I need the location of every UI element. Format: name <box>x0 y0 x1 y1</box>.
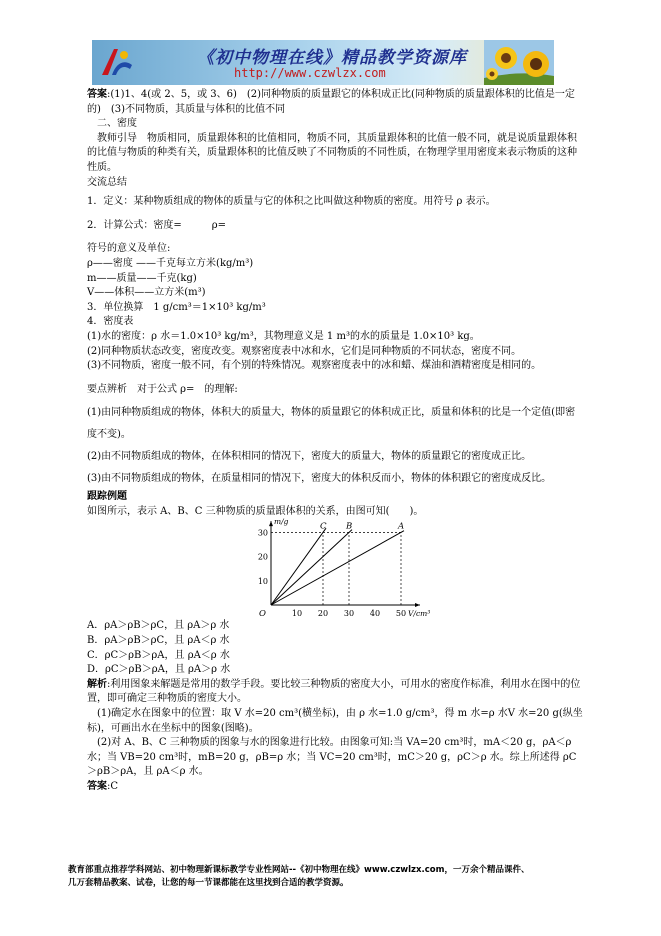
symbol-m: m——质量——千克(kg) <box>87 272 197 284</box>
unit-conversion: 3．单位换算 1 g/cm³＝1×10³ kg/m³ <box>87 301 266 313</box>
x-tick-label: 50 <box>395 609 407 619</box>
series-line-B <box>271 530 352 605</box>
option-c: C．ρC＞ρB＞ρA，且 ρA＜ρ 水 <box>87 649 230 661</box>
site-logo-icon <box>100 45 134 79</box>
analysis-label: 解析 <box>87 678 107 690</box>
state-change: (2)同种物质状态改变，密度改变。观察密度表中冰和水，它们是同种物质的不同状态，密度不同。 <box>87 345 522 357</box>
origin-label: O <box>259 609 266 620</box>
option-a: A．ρA＞ρB＞ρC，且 ρA＞ρ 水 <box>87 620 230 632</box>
different-substances: (3)不同物质，密度一般不同，有个别的特殊情况。观察密度表中的冰和蜡、煤油和酒精密度是相同的。 <box>87 360 542 372</box>
symbol-v: V——体积——立方米(m³) <box>87 287 206 299</box>
formula-line: 2．计算公式：密度= ρ= <box>87 219 226 231</box>
x-tick-label: 40 <box>369 609 381 619</box>
water-density: (1)水的密度：ρ 水＝1.0×10³ kg/m³，其物理意义是 1 m³的水的质量是 1.0×10³ kg。 <box>87 330 480 342</box>
series-line-C <box>271 529 326 606</box>
key-point-2: (2)由不同物质组成的物体，在体积相同的情况下，密度大的质量大，物体的质量跟它的密度成正比。 <box>87 451 532 463</box>
answer-text: :(1)1、4(或 2、5，或 3、6) (2)同种物质的质量跟它的体积成正比(同种物质的质量跟体积的比值是一定的) (3)不同物质，其质量与体积的比值不同 <box>87 89 575 115</box>
footer <box>68 864 608 890</box>
footer-line-2: 几万套精品教案、试卷，让您的每一节课都能在这里找到合适的教学资源。 <box>68 878 349 888</box>
x-tick-label: 10 <box>291 609 303 619</box>
series-label-C: C <box>320 521 327 532</box>
footer-line-1: 教育部重点推荐学科网站、初中物理新课标教学专业性网站--《初中物理在线》www.czwlzx.com，一万余个精品课件、 <box>68 865 530 875</box>
option-d: D．ρC＞ρB＞ρA，且 ρA＞ρ 水 <box>87 664 231 676</box>
density-table-heading: 4．密度表 <box>87 316 134 328</box>
mass-volume-chart <box>253 517 431 620</box>
x-tick-label: 20 <box>317 609 329 619</box>
key-points-heading: 要点辨析 对于公式 ρ= 的理解: <box>87 383 238 395</box>
example-heading: 跟踪例题 <box>87 491 127 503</box>
site-url-link[interactable]: http://www.czwlzx.com <box>234 66 386 80</box>
definition: 1．定义：某种物质组成的物体的质量与它的体积之比叫做这种物质的密度。用符号 ρ 表示。 <box>87 196 496 208</box>
series-label-B: B <box>346 521 353 532</box>
symbol-rho: ρ——密度 ——千克每立方米(kg/m³) <box>87 257 254 269</box>
sunflower-image <box>484 40 554 85</box>
answer-label: 答案 <box>87 781 107 792</box>
final-answer <box>87 780 583 795</box>
x-axis-label: V/cm³ <box>408 609 431 619</box>
answer-label: 答案 <box>87 89 107 100</box>
header-banner <box>92 40 554 85</box>
figure <box>87 519 583 619</box>
y-tick-label: 20 <box>257 553 268 563</box>
symbols-heading: 符号的意义及单位: <box>87 243 171 255</box>
answer-text: :C <box>107 781 119 792</box>
teacher-paragraph: 教师引导 物质相同，质量跟体积的比值相同，物质不同，其质量跟体积的比值一般不同，就是说质量跟体积的比值与物质的种类有关，质量跟体积的比值反映了不同物质的不同性质，在物理学里用密度来表示物质的这种性质。 <box>87 132 577 173</box>
x-tick-label: 30 <box>343 609 355 619</box>
y-tick-label: 10 <box>257 577 268 587</box>
option-b: B．ρA＞ρB＞ρC，且 ρA＜ρ 水 <box>87 635 230 647</box>
analysis-step-2: (2)对 A、B、C 三种物质的图象与水的图象进行比较。由图象可知:当 VA=20 cm³时，mA＜20 g，ρA＜ρ 水；当 VB=20 cm³时，mB=20 g，ρB=ρ 水；当 VC=20 cm³时，mC＞20 g，ρC＞ρ 水。综上所述得 ρC＞ρB＞ρA，且 ρA＜ρ 水。 <box>87 737 577 778</box>
y-axis-label: m/g <box>274 517 289 527</box>
document-body <box>87 88 583 795</box>
example-question: 如图所示，表示 A、B、C 三种物质的质量跟体积的关系，由图可知( )。 <box>87 505 424 517</box>
site-title: 《初中物理在线》精品教学资源库 <box>197 48 467 68</box>
series-line-A <box>271 531 404 605</box>
prev-answer <box>87 88 583 117</box>
key-point-1: (1)由同种物质组成的物体，体积大的质量大，物体的质量跟它的体积成正比，质量和体积的比是一个定值(即密度不变)。 <box>87 407 576 441</box>
analysis-step-1: (1)确定水在图象中的位置：取 V 水=20 cm³(横坐标)，由 ρ 水=1.0 g/cm³，得 m 水=ρ 水V 水=20 g(纵坐标)，可画出水在坐标中的图象(图略)。 <box>87 708 583 734</box>
analysis <box>87 678 583 707</box>
analysis-text: :利用图象来解题是常用的数学手段。要比较三种物质的密度大小，可用水的密度作标准，利用水在图中的位置，即可确定三种物质的密度大小。 <box>87 678 581 705</box>
y-tick-label: 30 <box>257 528 268 538</box>
key-point-3: (3)由不同物质组成的物体，在质量相同的情况下，密度大的体积反而小，物体的体积跟它的密度成反比。 <box>87 473 552 485</box>
x-axis-arrow-icon <box>415 603 420 607</box>
series-label-A: A <box>398 521 405 532</box>
y-axis-arrow-icon <box>269 522 273 527</box>
section-heading: 二、密度 <box>97 118 137 130</box>
summary-heading: 交流总结 <box>87 176 127 188</box>
